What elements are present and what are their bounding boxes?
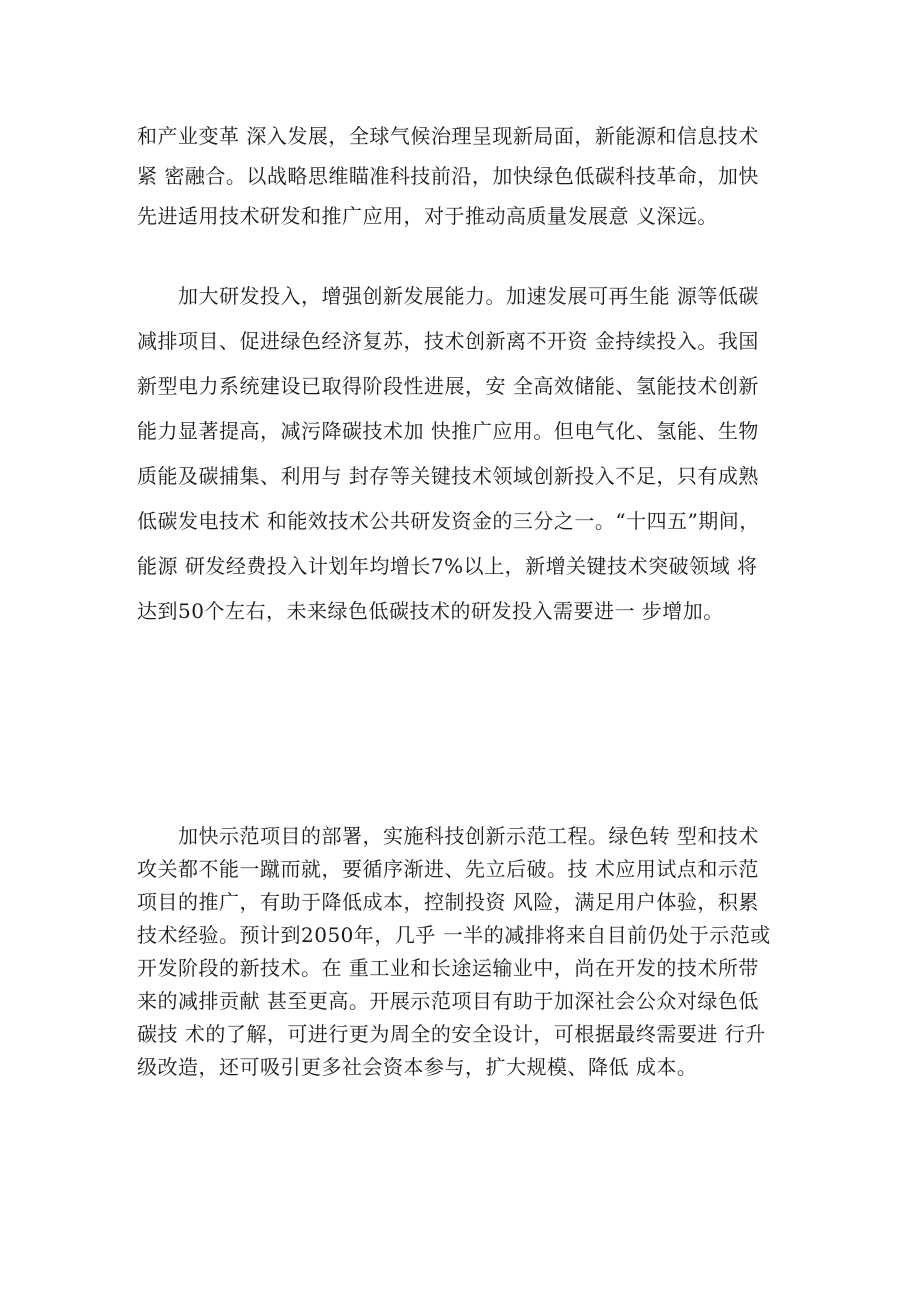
paragraph-1	[137, 116, 793, 236]
paragraph-1-line: 先进适用技术研发和推广应用，对于推动高质量发展意 义深远。	[137, 204, 718, 228]
paragraph-2-line: 质能及碳捕集、利用与 封存等关键技术领域创新投入不足，只有成熟	[137, 464, 759, 488]
paragraph-3-line: 项目的推广，有助于降低成本，控制投资 风险，满足用户体验，积累	[137, 890, 759, 914]
paragraph-2	[137, 274, 793, 634]
paragraph-1-line: 紧 密融合。以战略思维瞄准科技前沿，加快绿色低碳科技革命，加快	[137, 164, 759, 188]
paragraph-3-line: 级改造，还可吸引更多社会资本参与，扩大规模、降低 成本。	[137, 1055, 698, 1079]
paragraph-3-line: 攻关都不能一蹴而就，要循序渐进、先立后破。技 术应用试点和示范	[137, 857, 759, 881]
paragraph-3-line: 来的减排贡献 甚至更高。开展示范项目有助于加深社会公众对绿色低	[137, 989, 759, 1013]
paragraph-2-line: 能力显著提高，减污降碳技术加 快推广应用。但电气化、氢能、生物	[137, 419, 759, 443]
paragraph-2-line: 能源 研发经费投入计划年均增长7%以上，新增关键技术突破领域 将	[137, 554, 758, 578]
paragraph-3	[137, 820, 793, 1084]
paragraph-2-line: 加大研发投入，增强创新发展能力。加速发展可再生能 源等低碳	[137, 284, 759, 308]
paragraph-3-line: 开发阶段的新技术。在 重工业和长途运输业中，尚在开发的技术所带	[137, 956, 759, 980]
paragraph-3-line: 技术经验。预计到2050年，几乎 一半的减排将来自目前仍处于示范或	[137, 923, 771, 947]
paragraph-1-line: 和产业变革 深入发展，全球气候治理呈现新局面，新能源和信息技术	[137, 124, 759, 148]
paragraph-2-line: 新型电力系统建设已取得阶段性进展，安 全高效储能、氢能技术创新	[137, 374, 759, 398]
paragraph-3-line: 加快示范项目的部署，实施科技创新示范工程。绿色转 型和技术	[137, 824, 759, 848]
paragraph-2-line: 低碳发电技术 和能效技术公共研发资金的三分之一。“十四五”期间，	[137, 509, 760, 533]
paragraph-2-line: 减排项目、促进绿色经济复苏，技术创新离不开资 金持续投入。我国	[137, 329, 759, 353]
paragraph-3-line: 碳技 术的了解，可进行更为周全的安全设计，可根据最终需要进 行升	[137, 1022, 766, 1046]
paragraph-2-line: 达到50个左右，未来绿色低碳技术的研发投入需要进一 步增加。	[137, 599, 724, 623]
